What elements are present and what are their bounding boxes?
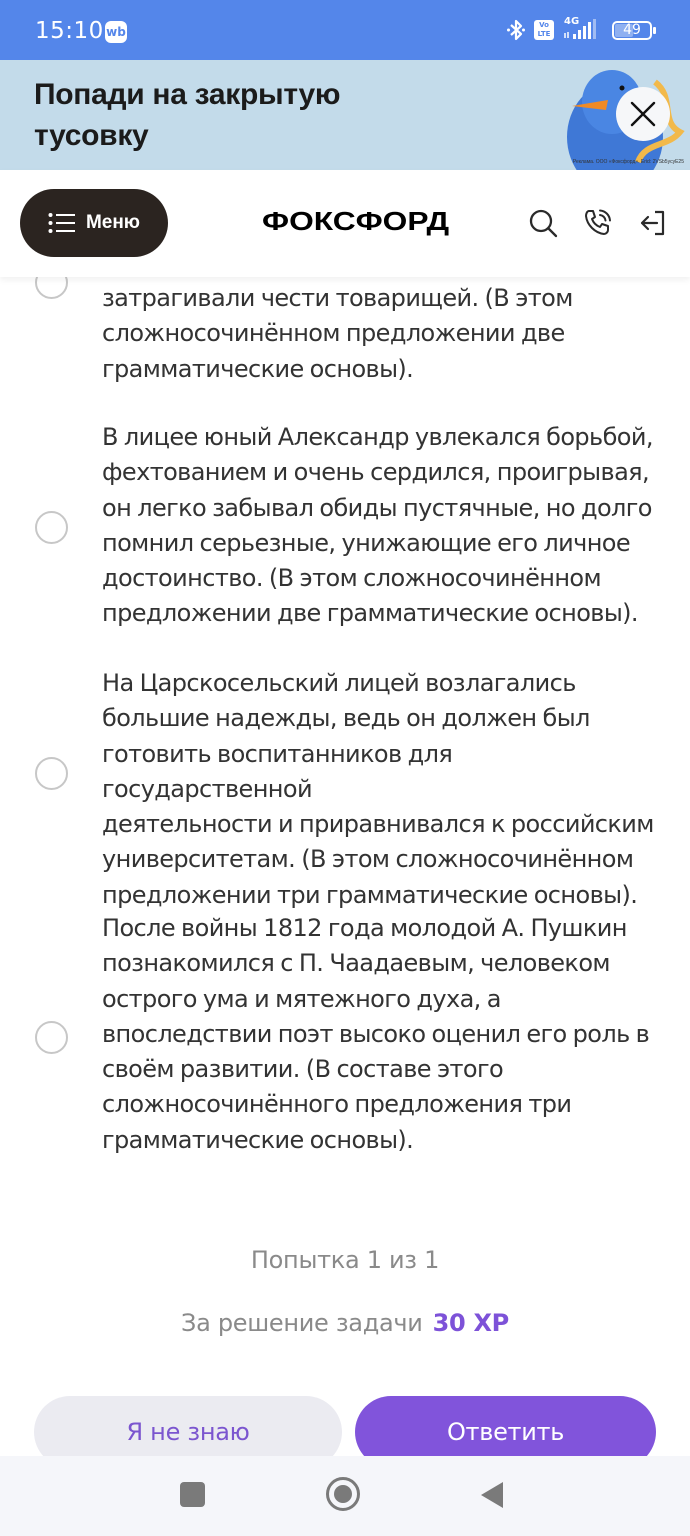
option-line: грамматические основы). [102,354,414,383]
volte-top: Vo [539,21,549,29]
option-text [102,666,667,913]
menu-button[interactable] [20,189,168,257]
option-line: университетам. (В этом сложносочинённом [102,845,634,874]
radio-button[interactable] [35,1021,68,1054]
phone-icon[interactable] [582,207,614,239]
option-line: впоследствии поэт высоко оценил его роль в [102,1019,650,1048]
option-line: познакомился с П. Чаадаевым, человеком [102,949,610,978]
option-text [102,420,667,632]
wb-app-icon: wb [105,21,127,43]
option-line: помнил серьезные, унижающие его личное [102,528,631,557]
reward-label: За решение задачи [181,1309,423,1337]
close-promo-button[interactable] [616,87,670,141]
option-line: сложносочинённом предложении две [102,319,565,348]
option-line: своём развитии. (В составе этого [102,1055,504,1084]
option-line: достоинство. (В этом сложносочинённом [102,564,602,593]
system-nav-bar [0,1456,690,1536]
promo-banner[interactable] [0,60,690,170]
status-bar [0,0,690,60]
option-text [102,281,667,387]
reward-xp: 30 XP [432,1309,509,1337]
option-line: готовить воспитанников для государственной [102,739,453,803]
promo-title-line-2: тусовку [34,119,149,152]
site-header [0,170,690,277]
option-line: сложносочинённого предложения три [102,1090,572,1119]
close-icon [630,101,656,127]
menu-list-icon [48,212,76,234]
option-line: затрагивали чести товарищей. (В этом [102,284,573,312]
option-line: После войны 1812 года молодой А. Пушкин [102,914,627,942]
option-line: фехтованием и очень сердился, проигрывая, [102,458,650,487]
option-line: На Царскосельский лицей возлагались [102,669,576,697]
reward-info [0,1309,690,1337]
option-line: большие надежды, ведь он должен был [102,704,590,733]
option-text [102,911,667,1158]
option-line: он легко забывал обиды пустячные, но долго [102,493,652,522]
option-line: предложении две грамматические основы). [102,599,638,628]
option-line: острого ума и мятежного духа, а [102,984,501,1013]
network-type: 4G [564,16,580,27]
bluetooth-icon [506,18,526,42]
status-icons [506,18,652,42]
back-button[interactable] [481,1482,503,1508]
recent-apps-button[interactable] [180,1482,205,1507]
promo-legal-text: Реклама. ООО «Фоксфорд». Erid: 2VSb5ycyE25 [572,159,684,165]
option-line: предложении три грамматические основы). [102,880,638,909]
attempt-counter: Попытка 1 из 1 [250,1246,440,1274]
battery-level: 49 [623,21,641,38]
radio-button[interactable] [35,757,68,790]
promo-title [34,74,340,156]
status-time: 15:10 [35,18,104,44]
logout-icon[interactable] [637,207,669,239]
radio-button[interactable] [35,511,68,544]
option-line: грамматические основы). [102,1125,414,1154]
answer-label: Ответить [446,1418,565,1446]
option-line: деятельности и приравнивался к российским [102,810,654,839]
home-button[interactable] [326,1477,360,1511]
dont-know-label: Я не знаю [126,1418,250,1446]
signal-icon [562,18,600,42]
foxford-logo[interactable]: ФОКСФОРД [262,206,450,236]
volte-bottom: LTE [537,30,551,38]
option-line: В лицее юный Александр увлекался борьбой, [102,423,653,451]
battery-icon [612,21,652,40]
volte-icon [534,20,554,40]
promo-title-line-1: Попади на закрытую [34,78,341,111]
search-icon[interactable] [527,207,559,239]
menu-label: Меню [85,212,141,233]
